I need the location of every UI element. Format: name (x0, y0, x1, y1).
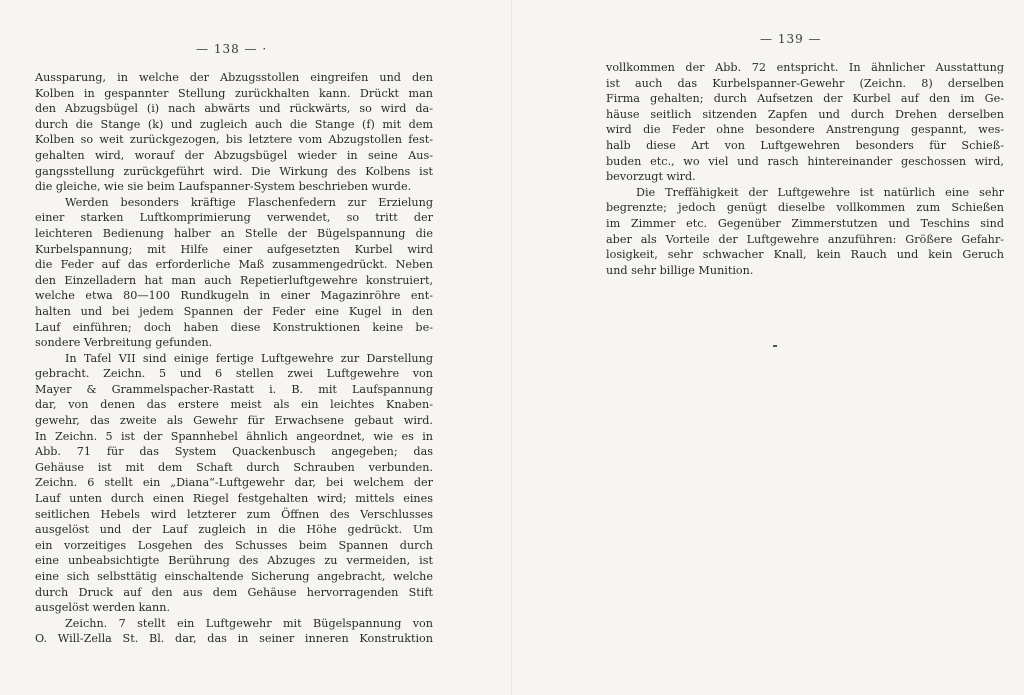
text-line: gangsstellung zurückgeführt wird. Die Wirkung des Kolbens ist (35, 164, 433, 178)
text-line: Zeichn. 7 stellt ein Luftgewehr mit Bügelspannung von (65, 616, 433, 630)
text-line: gehalten wird, worauf der Abzugsbügel wieder in seine Aus- (35, 148, 433, 162)
page-number-right: — 139 — (760, 32, 822, 46)
text-line: vollkommen der Abb. 72 entspricht. In ähnlicher Ausstattung (606, 61, 1004, 74)
text-line: Mayer & Grammelspacher-Rastatt i. B. mit Laufspannung (35, 382, 433, 396)
right-page (512, 0, 1024, 695)
left-page-text (35, 70, 433, 647)
text-line: Lauf unten durch einen Riegel festgehalten wird; mittels eines (35, 492, 433, 506)
text-line: Firma gehalten; durch Aufsetzen der Kurbel auf den im Ge- (606, 92, 1004, 106)
text-line: In Tafel VII sind einige fertige Luftgewehre zur Darstellung (65, 351, 433, 365)
text-line: halb diese Art von Luftgewehren besonders für Schieß- (606, 138, 1004, 152)
text-line: Kolben in gespannter Stellung zurückhalten kann. Drückt man (35, 86, 433, 100)
text-line: Zeichn. 6 stellt ein „Diana“-Luftgewehr dar, bei welchem der (35, 476, 433, 490)
text-line: Abb. 71 für das System Quackenbusch angegeben; das (35, 445, 433, 459)
text-line: und sehr billige Munition. (606, 263, 754, 277)
text-line: gebracht. Zeichn. 5 und 6 stellen zwei Luftgewehre von (35, 367, 433, 381)
text-line: im Zimmer etc. Gegenüber Zimmerstutzen und Teschins sind (606, 216, 1004, 230)
text-line: losigkeit, sehr schwacher Knall, kein Rauch und kein Geruch (606, 248, 1004, 262)
text-line: eine unbeabsichtigte Berührung des Abzuges zu vermeiden, ist (35, 554, 433, 568)
text-line: den Abzugsbügel (i) nach abwärts und rückwärts, so wird da- (35, 102, 433, 116)
text-line: In Zeichn. 5 ist der Spannhebel ähnlich angeordnet, wie es in (35, 429, 433, 443)
text-line: durch die Stange (k) und zugleich auch die Stange (f) mit dem (35, 117, 433, 131)
text-line: ausgelöst und der Lauf zugleich in die Höhe gedrückt. Um (35, 523, 433, 537)
page-number-left: — 138 — · (196, 42, 268, 56)
text-line: ein vorzeitiges Losgehen des Schusses beim Spannen durch (35, 538, 433, 552)
ink-speck (773, 345, 777, 347)
text-line: wird die Feder ohne besondere Anstrengung gespannt, wes- (606, 123, 1004, 137)
text-line: seitlichen Hebels wird letzterer zum Öffnen des Verschlusses (35, 507, 433, 521)
text-line: aber als Vorteile der Luftgewehre anzuführen: Größere Gefahr- (606, 232, 1004, 246)
text-line: durch Druck auf den aus dem Gehäuse hervorragenden Stift (35, 585, 433, 599)
text-line: Kolben so weit zurückgezogen, bis letztere vom Abzugstollen fest- (35, 133, 433, 147)
text-line: einer starken Luftkomprimierung verwendet, so tritt der (35, 211, 433, 225)
text-line: buden etc., wo viel und rasch hintereinander geschossen wird, (606, 154, 1004, 168)
text-line: halten und bei jedem Spannen der Feder eine Kugel in den (35, 304, 433, 318)
right-page-text (606, 60, 1004, 278)
text-line: begrenzte; jedoch genügt dieselbe vollkommen zum Schießen (606, 201, 1004, 215)
text-line: die gleiche, wie sie beim Laufspanner-System beschrieben wurde. (35, 180, 412, 194)
text-line: bevorzugt wird. (606, 170, 696, 184)
text-line: ausgelöst werden kann. (35, 601, 171, 615)
text-line: Lauf einführen; doch haben diese Konstruktionen keine be- (35, 320, 433, 334)
text-line: leichteren Bedienung halber an Stelle der Bügelspannung die (35, 226, 433, 240)
text-line: sondere Verbreitung gefunden. (35, 336, 213, 350)
text-line: O. Will-Zella St. Bl. dar, das in seiner inneren Konstruktion (35, 632, 433, 646)
text-line: Gehäuse ist mit dem Schaft durch Schrauben verbunden. (35, 460, 433, 474)
text-line: eine sich selbsttätig einschaltende Sicherung angebracht, welche (35, 570, 433, 583)
text-line: den Einzelladern hat man auch Repetierluftgewehre konstruiert, (35, 273, 433, 287)
text-line: Die Treffähigkeit der Luftgewehre ist natürlich eine sehr (636, 185, 1004, 199)
text-line: die Feder auf das erforderliche Maß zusammengedrückt. Neben (35, 258, 433, 272)
text-line: gewehr, das zweite als Gewehr für Erwachsene gebaut wird. (35, 414, 433, 428)
text-line: Aussparung, in welche der Abzugsstollen eingreifen und den (35, 71, 433, 84)
text-line: welche etwa 80—100 Rundkugeln in einer Magazinröhre ent- (35, 289, 433, 303)
text-line: häuse seitlich sitzenden Zapfen und durch Drehen derselben (606, 107, 1004, 121)
text-line: dar, von denen das erstere meist als ein leichtes Knaben- (35, 398, 433, 412)
text-line: Werden besonders kräftige Flaschenfedern zur Erzielung (65, 195, 433, 209)
text-line: ist auch das Kurbelspanner-Gewehr (Zeichn. 8) derselben (606, 76, 1004, 90)
text-line: Kurbelspannung; mit Hilfe einer aufgesetzten Kurbel wird (35, 242, 433, 256)
